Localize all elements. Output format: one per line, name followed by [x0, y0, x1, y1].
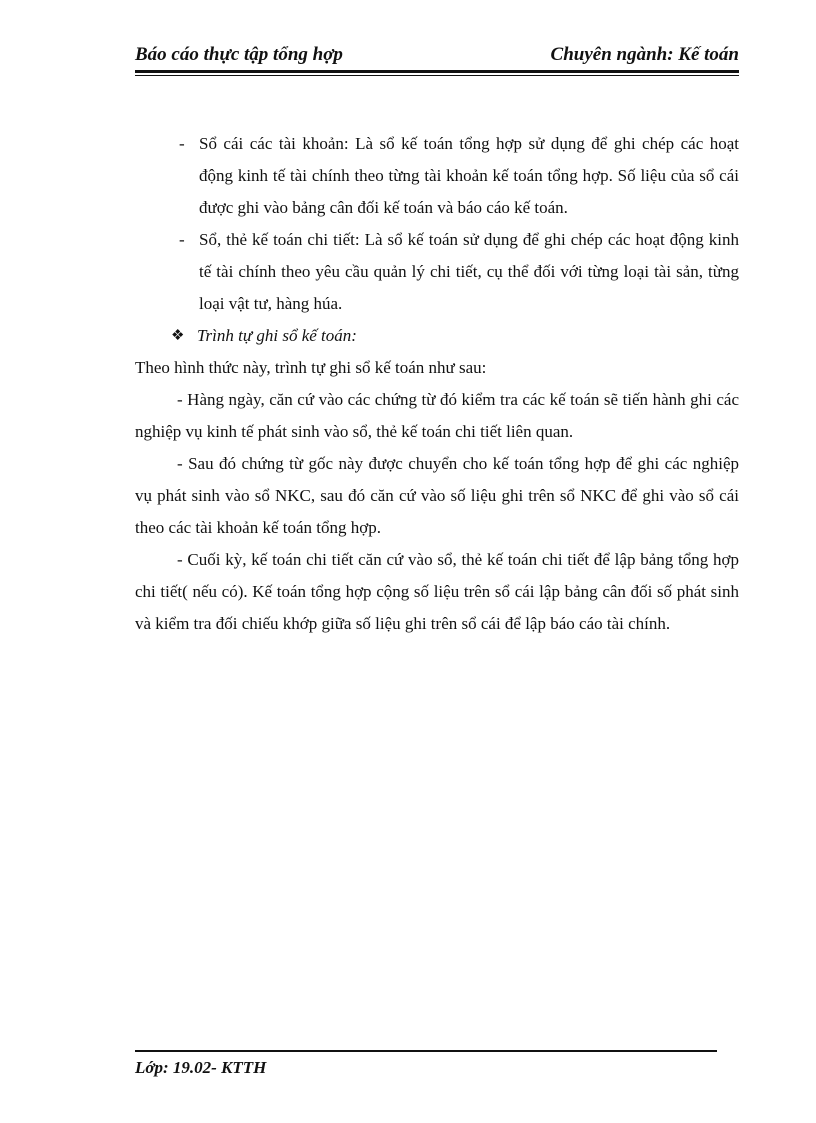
section-heading [135, 320, 739, 352]
footer-class-label: Lớp: 19.02- KTTH [135, 1058, 267, 1077]
document-body [135, 128, 739, 640]
paragraph: - Hàng ngày, căn cứ vào các chứng từ đó kiểm tra các kế toán sẽ tiến hành ghi các nghiệp vụ kinh tế phát sinh vào sổ, thẻ kế toán chi tiết liên quan. [135, 390, 739, 441]
header-major: Chuyên ngành: Kế toán [550, 44, 739, 65]
dash-bullet: - [179, 230, 185, 249]
list-item [135, 224, 739, 320]
header-rule [135, 70, 739, 73]
header-report-title: Báo cáo thực tập tổng hợp [135, 44, 343, 65]
dash-bullet: - [179, 134, 185, 153]
list-item [135, 128, 739, 224]
paragraph: - Cuối kỳ, kế toán chi tiết căn cứ vào sổ, thẻ kế toán chi tiết để lập bảng tổng hợp chi tiết( nếu có). Kế toán tổng hợp cộng số liệu trên sổ cái lập bảng cân đối số phát sinh và kiểm tra đối chiếu khớp giữa số liệu ghi trên sổ cái để lập báo cáo tài chính. [135, 550, 739, 633]
list-item-text: Sổ, thẻ kế toán chi tiết: Là sổ kế toán sử dụng để ghi chép các hoạt động kinh tế tài chính theo yêu cầu quản lý chi tiết, cụ thể đối với từng loại tài sản, từng loại vật tư, hàng húa. [199, 230, 739, 313]
list-item-text: Sổ cái các tài khoản: Là sổ kế toán tổng hợp sử dụng để ghi chép các hoạt động kinh tế tài chính theo từng tài khoản kế toán tổng hợp. Số liệu của sổ cái được ghi vào bảng cân đối kế toán và báo cáo kế toán. [199, 134, 739, 217]
footer-rule [135, 1050, 717, 1052]
page-header [135, 44, 739, 70]
section-heading-text: Trình tự ghi sổ kế toán: [197, 326, 357, 345]
intro-paragraph: Theo hình thức này, trình tự ghi sổ kế toán như sau: [135, 358, 487, 377]
header-rule-thin [135, 75, 739, 76]
paragraph: - Sau đó chứng từ gốc này được chuyển cho kế toán tổng hợp để ghi các nghiệp vụ phát sinh vào sổ NKC, sau đó căn cứ vào số liệu ghi trên sổ NKC để ghi vào sổ cái theo các tài khoản kế toán tổng hợp. [135, 454, 739, 537]
diamond-bullet-icon: ❖ [171, 328, 185, 344]
